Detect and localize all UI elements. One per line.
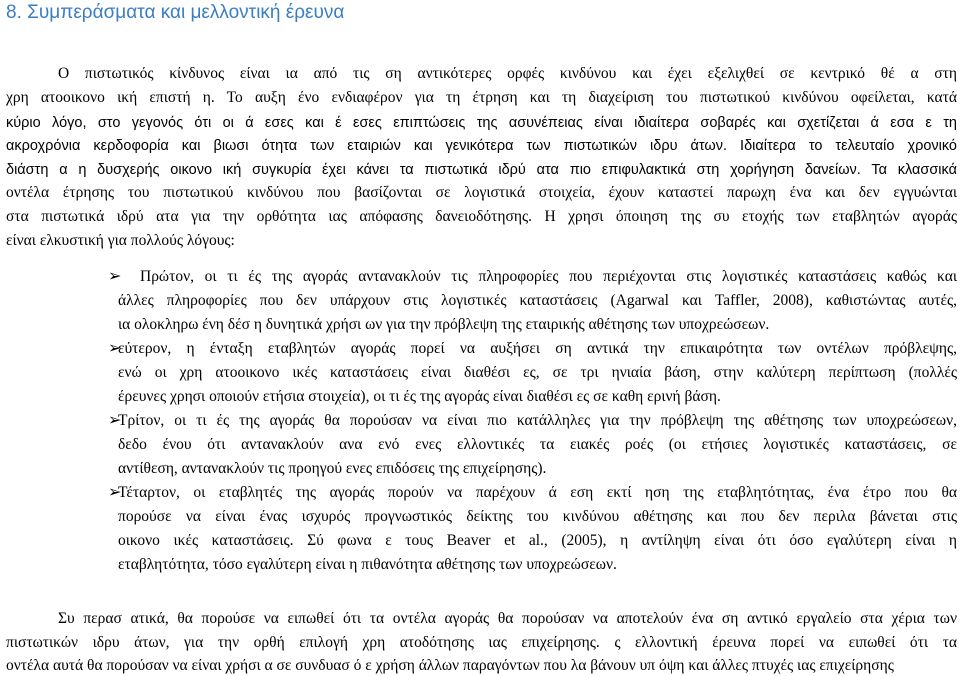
bullet-arrow-icon: ➢ (108, 410, 122, 429)
bullet-arrow-icon: ➢ (108, 266, 122, 285)
bullet-1-line-2: ια ολοκληρω ένη δέσ η δυνητικά χρήσι ων για την πρόβλεψη της εταιρικής αθέτησης των υποχρεώσεων. (118, 316, 770, 333)
intro-line-4: διάστη α η δυσχερής οικονο ική συγκυρία έχει κάνει τα πιστωτικά ιδρύ ατα πιο επιφυλακτικά στη χορήγηση δανείων. Τα κλασσικά (6, 162, 957, 178)
bullet-4-line-0: Τέταρτον, οι εταβλητές της αγοράς πορούν να παρέχουν ά εση εκτί ηση της εταβλητότητας, ένα έτρο που θα (118, 484, 957, 501)
bullet-1-line-0: Πρώτον, οι τι ές της αγοράς αντανακλούν τις πληροφορίες που περιέχονται στις λογιστικές καταστάσεις καθώς και (140, 268, 957, 285)
intro-line-3: ακροχρόνια κερδοφορία και βιωσι ότητα των εταιριών και γενικότερα των πιστωτικών ιδρυ άτων. Ιδιαίτερα το τελευταίο χρονικό (6, 138, 957, 154)
bullet-2-line-0: εύτερον, η ένταξη εταβλητών αγοράς πορεί να αυξήσει ση αντικά την επικαιρότητα των οντέλων πρόβλεψης, (118, 340, 957, 357)
bullet-4-line-2: οικονο ικές καταστάσεις. Σύ φωνα ε τους Beaver et al., (2005), η αντίληψη είναι ότι όσο εγαλύτερη είναι η (118, 532, 957, 549)
bullet-3-line-1: δεδο ένου ότι αντανακλούν ανα ενό ενες ελλοντικές τα ειακές ροές (οι ετήσιες λογιστικές καταστάσεις, σε (118, 436, 957, 453)
bullet-3-line-0: Τρίτον, οι τι ές της αγοράς θα πορούσαν να είναι πιο κατάλληλες για την πρόβλεψη της αθέτησης των υποχρεώσεων, (118, 412, 957, 429)
bullet-1-line-1: άλλες πληροφορίες που δεν υπάρχουν στις λογιστικές καταστάσεις (Agarwal και Taffler, 2008), καθιστώντας αυτές, (118, 292, 957, 309)
bullet-3-line-2: αντίθεση, αντανακλούν τις προηγού ενες επιδόσεις της επιχείρησης). (118, 460, 547, 477)
intro-line-7: είναι ελκυστική για πολλούς λόγους: (6, 232, 235, 249)
intro-line-6: στα πιστωτικά ιδρύ ατα για την ορθότητα ιας απόφασης δανειοδότησης. Η χρησι όποιηση της συ ετοχής των εταβλητών αγοράς (6, 208, 957, 225)
conclusion-line-2: οντέλα αυτά θα πορούσαν να είναι χρήσι α σε συνδυασ ό ε χρήση άλλων παραγόντων που λα βάνουν υπ όψη και άλλες πτυχές ιας επιχείρησης (6, 657, 894, 674)
intro-line-1: χρη ατοοικονο ική επιστή η. Το αυξη ένο ενδιαφέρον για τη έτρηση και τη διαχείριση του πιστωτικού κινδύνου οφείλεται, κατά (6, 89, 957, 106)
intro-line-0: Ο πιστωτικός κίνδυνος είναι ια από τις ση αντικότερες ορφές κινδύνου και έχει εξελιχθεί σε κεντρικό θέ α στη (58, 65, 957, 82)
conclusion-line-1: πιστωτικών ιδρυ άτων, για την ορθή επιλογή χρη ατοδότησης ιας επιχείρησης. ς ελλοντική έρευνα πορεί να ειπωθεί ότι τα (6, 634, 957, 651)
bullet-4-line-1: πορούσε να είναι ένας ισχυρός προγνωστικός δείκτης του κινδύνου αθέτησης και που δεν περιλα βάνεται στις (118, 508, 957, 525)
bullet-arrow-icon: ➢ (108, 338, 122, 357)
bullet-2-line-2: έρευνες χρησι οποιούν ετήσια στοιχεία), οι τι ές της αγοράς είναι διαθέσι ες σε καθη ερινή βάση. (118, 388, 721, 405)
bullet-4-line-3: εταβλητότητα, τόσο εγαλύτερη είναι η πιθανότητα αθέτησης των υποχρεώσεων. (118, 556, 617, 573)
bullet-arrow-icon: ➢ (108, 482, 122, 501)
intro-line-5: οντέλα έτρησης του πιστωτικού κινδύνου που βασίζονται σε λογιστικά στοιχεία, έχουν καταστεί παρωχη ένα και δεν εγγυώνται (6, 184, 957, 201)
intro-line-2: κύριο λόγο, στο γεγονός ότι οι ά εσες και έ εσες επιπτώσεις της ασυνέπειας είναι ιδιαίτερα σοβαρές και σχετίζεται ά εσα ε τη (6, 115, 957, 131)
bullet-2-line-1: ενώ οι χρη ατοοικονο ικές καταστάσεις είναι διαθέσι ες, σε τρι ηνιαία βάση, στην καλύτερη περίπτωση (πολλές (118, 364, 957, 381)
conclusion-line-0: Συ περασ ατικά, θα πορούσε να ειπωθεί ότι τα οντέλα αγοράς θα πορούσαν να αποτελούν ένα ση αντικό εργαλείο στα χέρια των (58, 610, 957, 627)
section-heading: 8. Συμπεράσματα και μελλοντική έρευνα (6, 2, 345, 23)
